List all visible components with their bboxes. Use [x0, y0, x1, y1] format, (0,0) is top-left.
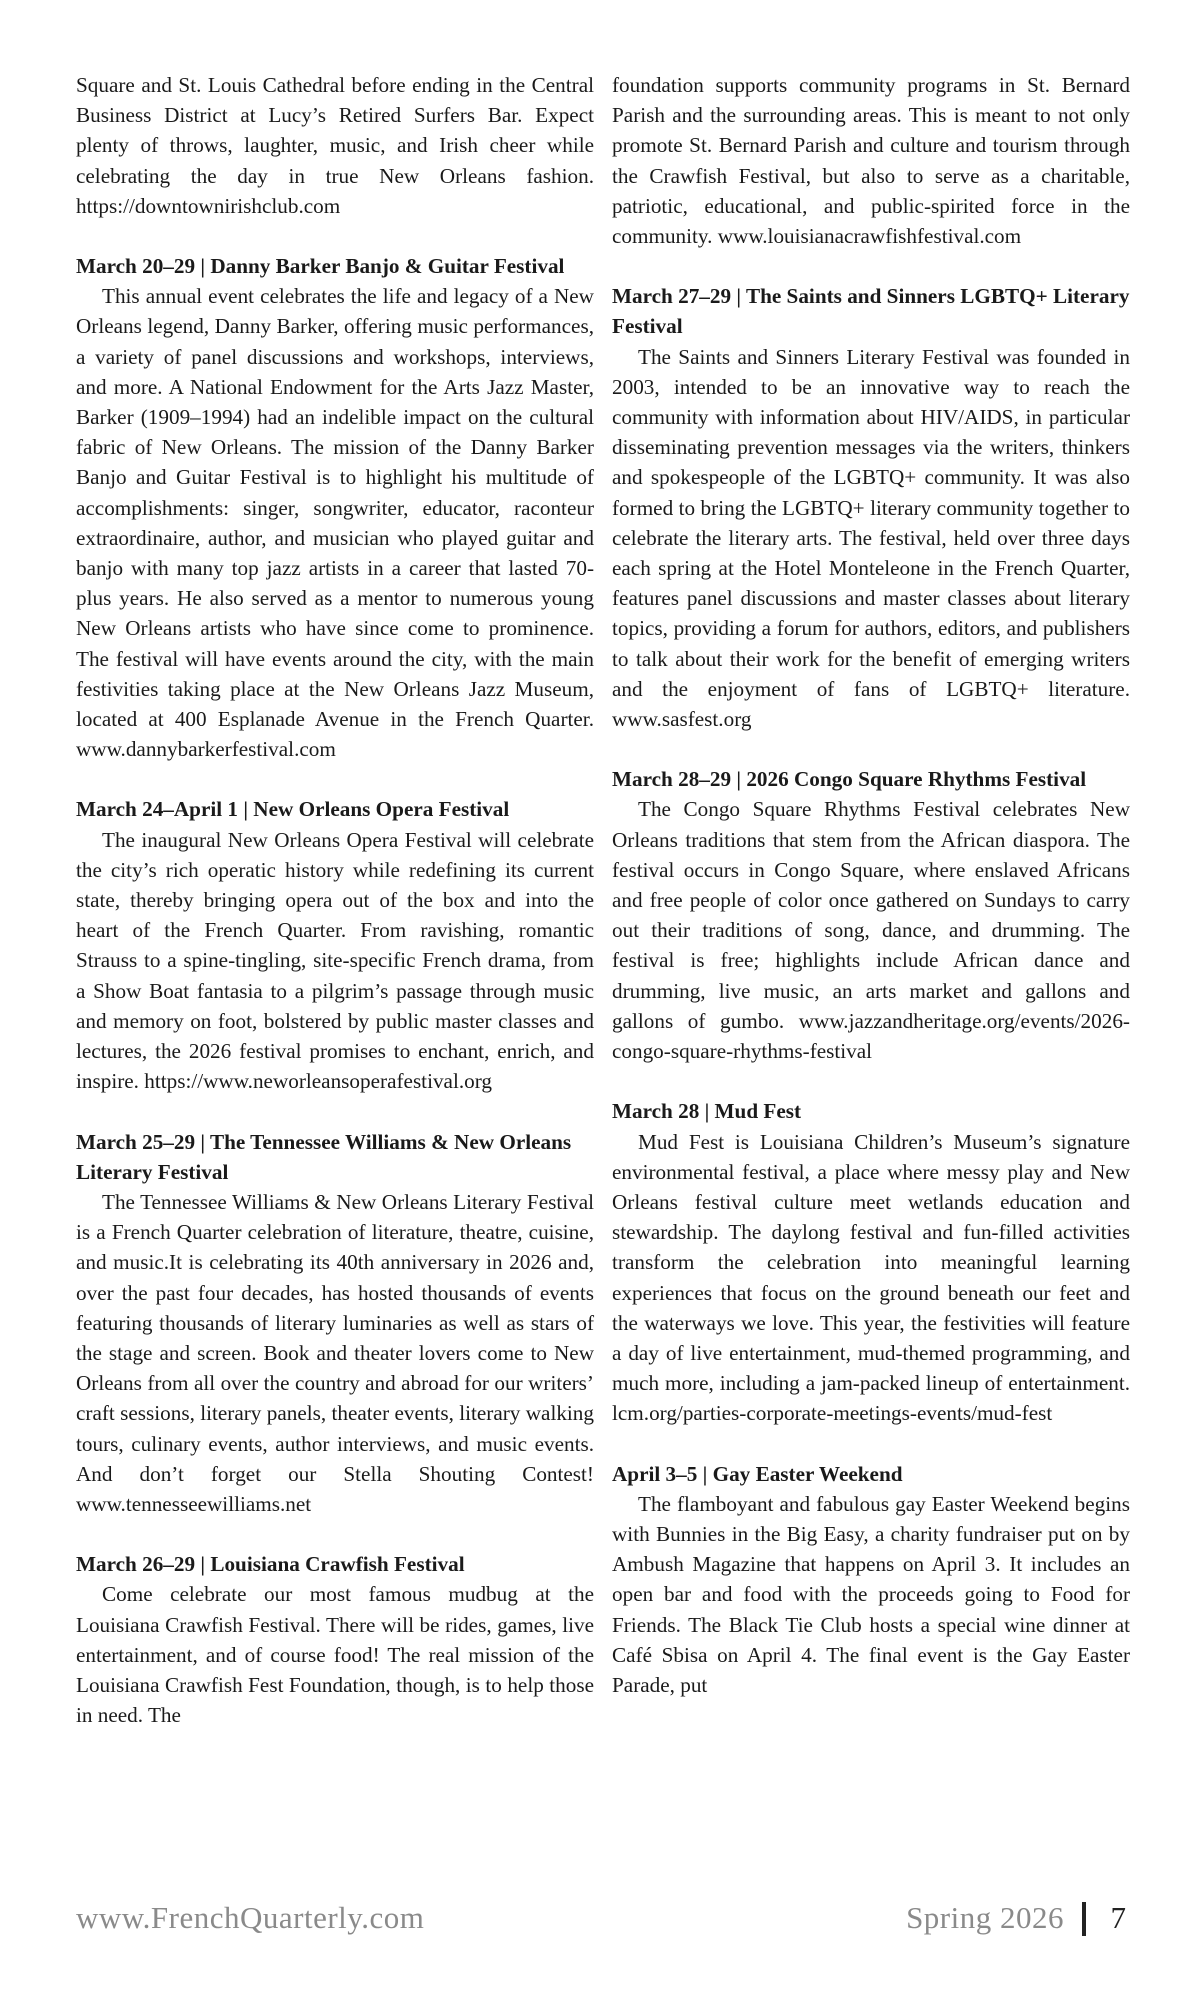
- right-column: [612, 70, 1130, 1700]
- event-body: The flamboyant and fabulous gay Easter Weekend begins with Bunnies in the Big Easy, a charity fundraiser put on by Ambush Magazine that happens on April 3. It includes an open bar and food with the proceeds going to Food for Friends. The Black Tie Club hosts a special wine dinner at Café Sbisa on April 4. The final event is the Gay Easter Parade, put: [612, 1491, 1130, 1697]
- event-opera-festival: [76, 794, 594, 1096]
- event-body: The inaugural New Orleans Opera Festival will celebrate the city’s rich operatic history while redefining its current state, thereby bringing opera out of the box and into the heart of the French Quarter. From ravishing, romantic Strauss to a spine-tingling, site-specific French drama, from a Show Boat fantasia to a pilgrim’s passage through music and memory on foot, bolstered by public master classes and lectures, the 2026 festival promises to enchant, enrich, and inspire. https://www.neworleansoperafestival.org: [76, 827, 594, 1094]
- event-congo-square: [612, 764, 1130, 1066]
- event-heading: March 27–29 | The Saints and Sinners LGBTQ+ Literary Festival: [612, 284, 1130, 339]
- event-heading: March 26–29 | Louisiana Crawfish Festival: [76, 1552, 465, 1577]
- event-heading: March 24–April 1 | New Orleans Opera Festival: [76, 797, 510, 822]
- page-footer: [76, 1900, 1126, 1944]
- footer-divider: [1082, 1902, 1086, 1936]
- event-danny-barker: [76, 251, 594, 764]
- event-body: Come celebrate our most famous mudbug at the Louisiana Crawfish Festival. There will be rides, games, live entertainment, and of course food! The real mission of the Louisiana Crawfish Fest Foundation, though, is to help those in need. The: [76, 1582, 594, 1728]
- event-saints-and-sinners: [612, 281, 1130, 734]
- event-crawfish-festival: [76, 1549, 594, 1730]
- event-body: The Saints and Sinners Literary Festival was founded in 2003, intended to be an innovative way to reach the community with information about HIV/AIDS, in particular disseminating prevention messages via the writers, thinkers and spokespeople of the LGBTQ+ community. It was also formed to bring the LGBTQ+ literary community together to celebrate the literary arts. The festival, held over three days each spring at the Hotel Monteleone in the French Quarter, features panel discussions and master classes about literary topics, providing a forum for authors, editors, and publishers to talk about their work for the benefit of emerging writers and the enjoyment of fans of LGBTQ+ literature. www.sasfest.org: [612, 344, 1130, 732]
- footer-website: www.FrenchQuarterly.com: [76, 1900, 425, 1935]
- event-body: Mud Fest is Louisiana Children’s Museum’s signature environmental festival, a place where messy play and New Orleans festival culture meet wetlands education and stewardship. The daylong festival and fun-filled activities transform the celebration into meaningful learning experiences that focus on the ground beneath our feet and the waterways we love. This year, the festivities will feature a day of live entertainment, mud-themed programming, and much more, including a jam-packed lineup of entertainment. lcm.org/parties-corporate-meetings-events/mud-fest: [612, 1129, 1130, 1426]
- page-number: 7: [1110, 1900, 1126, 1935]
- event-heading: March 20–29 | Danny Barker Banjo & Guitar Festival: [76, 254, 565, 279]
- event-heading: March 28–29 | 2026 Congo Square Rhythms Festival: [612, 767, 1087, 792]
- event-tennessee-williams: [76, 1127, 594, 1520]
- event-heading: March 28 | Mud Fest: [612, 1099, 802, 1124]
- event-gay-easter: [612, 1459, 1130, 1701]
- right-intro-paragraph: foundation supports community programs in St. Bernard Parish and the surrounding areas. This is meant to not only promote St. Bernard Parish and culture and tourism through the Crawfish Festival, but also to serve as a charitable, patriotic, educational, and public-spirited force in the community. www.louisianacrawfishfestival.com: [612, 73, 1130, 249]
- event-body: The Congo Square Rhythms Festival celebrates New Orleans traditions that stem from the African diaspora. The festival occurs in Congo Square, where enslaved Africans and free people of color once gathered on Sundays to carry out their traditions of song, dance, and drumming. The festival is free; highlights include African dance and drumming, live music, an arts market and gallons and gallons of gumbo. www.jazzandheritage.org/events/2026-congo-square-rhythms-festival: [612, 797, 1130, 1064]
- event-mud-fest: [612, 1096, 1130, 1428]
- event-body: The Tennessee Williams & New Orleans Literary Festival is a French Quarter celebration of literature, theatre, cuisine, and music.It is celebrating its 40th anniversary in 2026 and, over the past four decades, has hosted thousands of events featuring thousands of literary luminaries as well as stars of the stage and screen. Book and theater lovers come to New Orleans from all over the country and abroad for our writers’ craft sessions, literary panels, theater events, literary walking tours, culinary events, author interviews, and music events. And don’t forget our Stella Shouting Contest! www.tennesseewilliams.net: [76, 1189, 594, 1516]
- event-heading: April 3–5 | Gay Easter Weekend: [612, 1461, 903, 1486]
- footer-issue: Spring 2026: [906, 1900, 1064, 1935]
- left-column: [76, 70, 594, 1730]
- event-heading: March 25–29 | The Tennessee Williams & New Orleans Literary Festival: [76, 1129, 572, 1184]
- event-body: This annual event celebrates the life and legacy of a New Orleans legend, Danny Barker, offering music performances, a variety of panel discussions and workshops, interviews, and more. A National Endowment for the Arts Jazz Master, Barker (1909–1994) had an indelible impact on the cultural fabric of New Orleans. The mission of the Danny Barker Banjo and Guitar Festival is to highlight his multitude of accomplishments: singer, songwriter, educator, raconteur extraordinaire, author, and musician who played guitar and banjo with many top jazz artists in a career that lasted 70-plus years. He also served as a mentor to numerous young New Orleans artists who have since come to prominence. The festival will have events around the city, with the main festivities taking place at the New Orleans Jazz Museum, located at 400 Esplanade Avenue in the French Quarter. www.dannybarkerfestival.com: [76, 284, 594, 762]
- left-intro-paragraph: Square and St. Louis Cathedral before ending in the Central Business District at Lucy’s Retired Surfers Bar. Expect plenty of throws, laughter, music, and Irish cheer while celebrating the day in true New Orleans fashion. https://downtownirishclub.com: [76, 73, 594, 218]
